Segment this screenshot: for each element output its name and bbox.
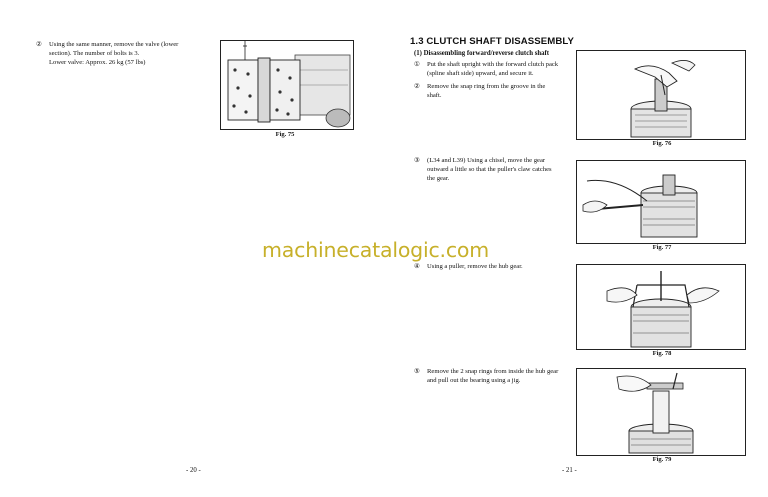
- fig-76-illustration: [576, 50, 746, 140]
- right-page-number: - 21 -: [562, 467, 577, 474]
- step-number: ②: [36, 41, 42, 48]
- fig-76-caption: Fig. 76: [652, 140, 672, 147]
- step-text: Remove the snap ring from the groove in the shaft.: [427, 83, 546, 99]
- puller-hub-gear-illustration: [577, 265, 745, 349]
- fig-78-illustration: [576, 264, 746, 350]
- bearing-jig-illustration: [577, 369, 745, 455]
- fig-75-illustration: [220, 40, 354, 130]
- fig-77-illustration: [576, 160, 746, 244]
- step-number: ③: [414, 157, 420, 164]
- valve-illustration: [220, 40, 354, 130]
- step-number: ②: [414, 83, 420, 90]
- fig-79-caption: Fig. 79: [652, 456, 672, 463]
- step-number: ①: [414, 61, 420, 68]
- shaft-snap-ring-illustration: [577, 51, 745, 139]
- watermark: machinecatalogic.com: [262, 238, 490, 262]
- fig-77-caption: Fig. 77: [652, 244, 672, 251]
- chisel-gear-illustration: [577, 161, 745, 243]
- step-number: ⑤: [414, 368, 420, 375]
- step-text: Using a puller, remove the hub gear.: [427, 263, 523, 270]
- left-page-number: - 20 -: [186, 467, 201, 474]
- step-text: Using the same manner, remove the valve (lower section). The number of bolts is 3. Lower valve: Approx. 26 kg (57 lbs): [49, 41, 179, 66]
- fig-75-caption: Fig. 75: [275, 131, 295, 138]
- fig-79-illustration: [576, 368, 746, 456]
- step-number: ④: [414, 263, 420, 270]
- step-text: Put the shaft upright with the forward clutch pack (spline shaft side) upward, and secure it.: [427, 61, 559, 77]
- step-text: Remove the 2 snap rings from inside the hub gear and pull out the bearing using a jig.: [427, 368, 559, 384]
- subsection-title: (1) Disassembling forward/reverse clutch shaft: [414, 50, 550, 57]
- fig-78-caption: Fig. 78: [652, 350, 672, 357]
- section-title: 1.3 CLUTCH SHAFT DISASSEMBLY: [410, 36, 574, 47]
- step-text: (L34 and L39) Using a chisel, move the gear outward a little so that the puller's claw catches the gear.: [427, 157, 552, 182]
